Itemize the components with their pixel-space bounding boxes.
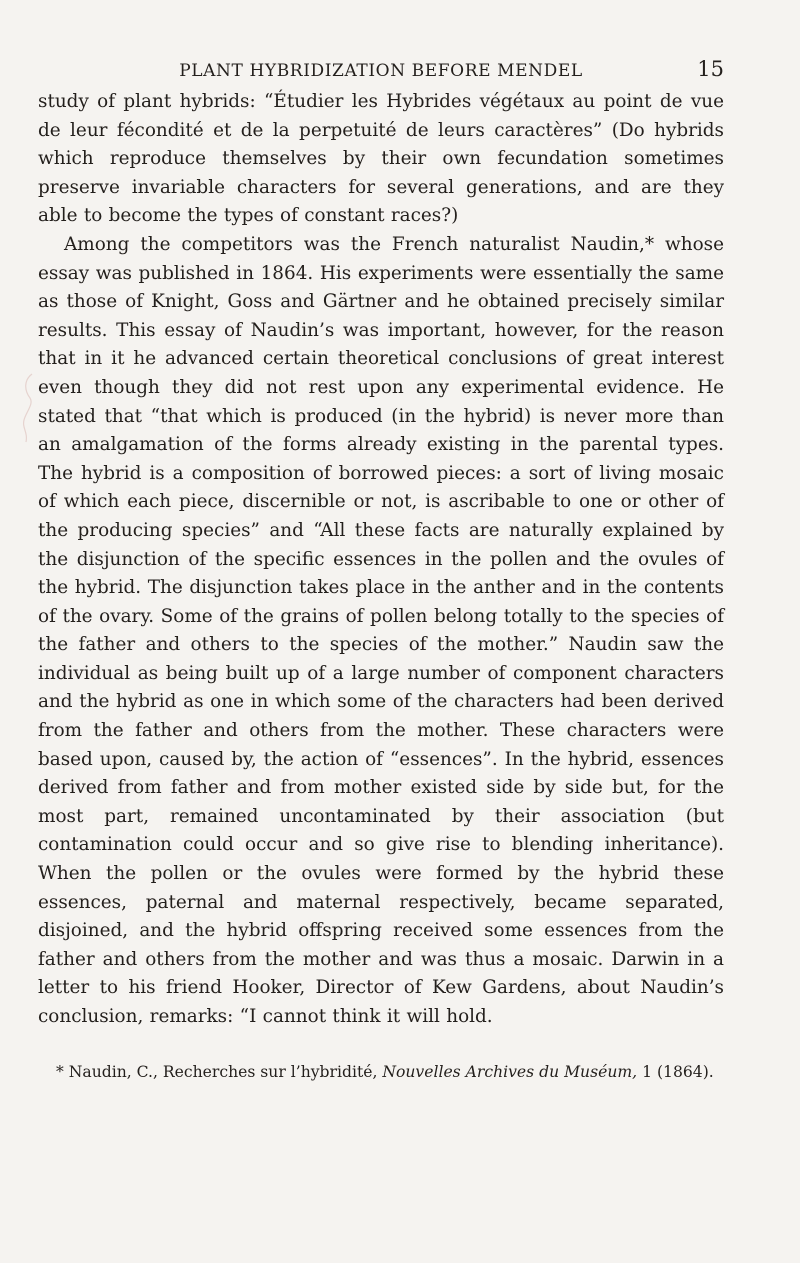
paragraph-continued: study of plant hybrids: “Étudier les Hybrides végétaux au point de vue de leur fécondité et de la perpetuité de leurs caractères” (Do hybrids which reproduce themselves by their own fecundation sometimes preserve invariable characters for several generations, and are they able to become the types of constant races?) — [38, 91, 724, 227]
paragraph-naudin: Among the competitors was the French naturalist Naudin,* whose essay was published in 1864. His experiments were essentially the same as those of Knight, Goss and Gärtner and he obtained precisely similar results. This essay of Naudin’s was important, however, for the reason that in it he advanced certain theoretical conclusions of great interest even though they did not rest upon any experimental evidence. He stated that “that which is produced (in the hybrid) is never more than an amalgamation of the forms already existing in the parental types. The hybrid is a composition of borrowed pieces: a sort of living mosaic of which each piece, discernible or not, is ascribable to one or other of the producing species” and “All these facts are naturally explained by the disjunction of the specific essences in the pollen and the ovules of the hybrid. The disjunction takes place in the anther and in the contents of the ovary. Some of the grains of pollen belong totally to the species of the father and others to the species of the mother.” Naudin saw the individual as being built up of a large number of component characters and the hybrid as one in which some of the characters had been derived from the father and others from the mother. These characters were based upon, caused by, the action of “essences”. In the hybrid, essences derived from father and from mother existed side by side but, for the most part, remained uncontaminated by their association (but contamination could occur and so give rise to blending inheritance). When the pollen or the ovules were formed by the hybrid these essences, paternal and maternal respectively, became separated, disjoined, and the hybrid offspring received some essences from the father and others from the mother and was thus a mosaic. Darwin in a letter to his friend Hooker, Director of Kew Gardens, about Naudin’s conclusion, remarks: “I cannot think it will hold. — [38, 233, 724, 1027]
margin-pencil-mark — [18, 370, 38, 450]
footnote — [38, 1061, 724, 1085]
footnote-volume-year: 1 (1864). — [637, 1063, 714, 1081]
footnote-citation: * Naudin, C., Recherches sur l’hybridité, — [56, 1063, 383, 1081]
body-text — [38, 88, 724, 1032]
running-head — [38, 58, 724, 84]
footnote-journal-title: Nouvelles Archives du Muséum, — [382, 1063, 638, 1081]
footnote-text — [38, 1061, 724, 1085]
page-number: 15 — [697, 57, 724, 81]
running-title: PLANT HYBRIDIZATION BEFORE MENDEL — [179, 61, 583, 81]
